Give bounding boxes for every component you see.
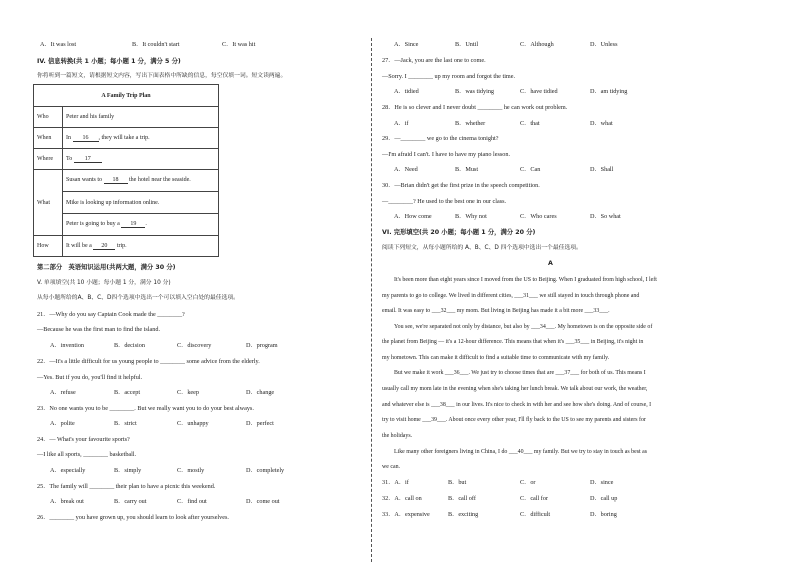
part-2-title: 第二部分 英语知识运用(共两大题，满分 30 分) — [37, 264, 176, 271]
q24-option-b[interactable]: B．simply — [114, 467, 142, 474]
passage-line-2: my parents to go to college. We lived in different cities, ___31___ we still stayed in touch through phone and — [382, 293, 640, 299]
q29-option-b[interactable]: B．Must — [455, 166, 479, 173]
q28-option-c[interactable]: C．that — [520, 120, 540, 127]
q25-stem: 25．The family will ________ their plan to have a picnic this weekend. — [37, 483, 216, 490]
q33-option-b[interactable]: B．exciting — [448, 511, 479, 518]
q31-option-d[interactable]: D．since — [590, 479, 614, 486]
row-what-2: Mike is looking up information online. — [63, 192, 219, 214]
q25-option-b[interactable]: B．carry out — [114, 498, 147, 505]
row-who-label: Who — [34, 107, 63, 128]
row-what-3 — [63, 214, 219, 236]
q27-option-b[interactable]: B．was tidying — [455, 88, 495, 95]
q26-stem: 26．________ you have grown up, you should learn to look after yourselves. — [37, 514, 229, 521]
q27-stem: 27．—Jack, you are the last one to come. — [382, 57, 486, 64]
passage-label: A — [548, 260, 553, 267]
passage-line-8: usually call my mom late in the evening when she's taking her lunch break. We talk about our work, the weather, — [382, 386, 648, 392]
q24-stem: 24．— What's your favourite sports? — [37, 436, 130, 443]
row-who-value: Peter and his family — [63, 107, 219, 128]
what3-suffix: . — [145, 221, 147, 227]
blank-17[interactable]: 17 — [74, 156, 102, 163]
q30-option-d[interactable]: D．So what — [590, 213, 621, 220]
q28-option-d[interactable]: D．what — [590, 120, 613, 127]
blank-20[interactable]: 20 — [93, 243, 115, 250]
q26-option-b[interactable]: B．Until — [455, 41, 479, 48]
q22-response: —Yes. But if you do, you'll find it helpful. — [37, 374, 143, 381]
section-6-instructions: 阅读下列短文，从每小题所给的 A、B、C、D 四个选项中选出一个最佳选项。 — [382, 245, 582, 251]
passage-line-13: we can. — [382, 464, 400, 470]
q32-option-b[interactable]: B．call off — [448, 495, 476, 502]
blank-19[interactable]: 19 — [121, 221, 145, 228]
q21-option-a[interactable]: A．invention — [50, 342, 85, 349]
q25-option-a[interactable]: A．break out — [50, 498, 84, 505]
row-when-label: When — [34, 128, 63, 149]
how-suffix: trip. — [116, 242, 127, 249]
passage-line-3: email. It was easy to ___32___ my mom. But living in Beijing has made it a bit more ___33___. — [382, 308, 610, 314]
q21-response: —Because he was the first man to find the island. — [37, 326, 161, 333]
passage-line-12: Like many other foreigners living in China, I do ___40___ my family. But we try to stay in touch as best as — [394, 449, 648, 455]
q32-option-d[interactable]: D．call up — [590, 495, 618, 502]
passage-line-7: But we make it work ___36___. We just try to choose times that are ___37___ for both of us. This means I — [394, 370, 646, 376]
q23-option-d[interactable]: D．perfect — [246, 420, 274, 427]
q23-stem: 23．No one wants you to be ________. But we really want you to do your best always. — [37, 405, 254, 412]
passage-line-11: the holidays. — [382, 433, 413, 439]
q22-option-c[interactable]: C．keep — [177, 389, 199, 396]
q21-option-d[interactable]: D．program — [246, 342, 278, 349]
how-prefix: It will be a — [66, 242, 92, 249]
q20-option-a: A．It was lost — [40, 41, 77, 48]
q29-option-c[interactable]: C．Can — [520, 166, 541, 173]
what1-suffix: the hotel near the seaside. — [129, 177, 191, 183]
q26-option-a[interactable]: A．Since — [394, 41, 419, 48]
q21-option-b[interactable]: B．decision — [114, 342, 145, 349]
passage-line-1: It's been more than eight years since I moved from the US to Beijing. When I graduated from high school, I left — [394, 277, 657, 283]
column-divider — [371, 38, 372, 562]
q24-option-c[interactable]: C．mostly — [177, 467, 205, 474]
table-title: A Family Trip Plan — [34, 85, 219, 107]
q28-option-a[interactable]: A．if — [394, 120, 409, 127]
row-what-label: What — [34, 170, 63, 236]
q31-option-a[interactable]: 31．A．if — [382, 479, 409, 486]
q26-option-d[interactable]: D．Unless — [590, 41, 618, 48]
q20-option-b: B．It couldn't start — [132, 41, 180, 48]
q27-option-d[interactable]: D．am tidying — [590, 88, 628, 95]
q32-option-c[interactable]: C．call for — [520, 495, 549, 502]
q31-option-b[interactable]: B．but — [448, 479, 467, 486]
passage-line-5: the planet from Beijing — it's a 12-hour difference. This means that when it's ___35___ in Beijing, it's night in — [382, 339, 644, 345]
passage-line-4: You see, we're separated not only by distance, but also by ___34___. My hometown is on the opposite side of — [394, 324, 653, 330]
q20-option-c: C．It was hit — [222, 41, 256, 48]
q24-option-d[interactable]: D．completely — [246, 467, 285, 474]
passage-line-6: my hometown. This can make it difficult to find a suitable time to communicate with my family. — [382, 355, 610, 361]
q33-option-d[interactable]: D．boring — [590, 511, 617, 518]
row-how-value — [63, 236, 219, 257]
q23-option-b[interactable]: B．strict — [114, 420, 137, 427]
section-4-title: IV. 信息转换(共 1 小题；每小题 1 分，满分 5 分) — [37, 58, 181, 65]
q24-response: —I like all sports, ________ basketball. — [37, 451, 137, 458]
q23-option-a[interactable]: A．polite — [50, 420, 75, 427]
what1-prefix: Susan wants to — [66, 177, 102, 183]
q28-option-b[interactable]: B．whether — [455, 120, 486, 127]
q23-option-c[interactable]: C．unhappy — [177, 420, 209, 427]
q30-option-c[interactable]: C．Who cares — [520, 213, 557, 220]
row-when-value — [63, 128, 219, 149]
when-prefix: In — [66, 134, 71, 141]
q27-option-c[interactable]: C．have tidied — [520, 88, 558, 95]
q25-option-d[interactable]: D．come out — [246, 498, 280, 505]
q24-option-a[interactable]: A．especially — [50, 467, 86, 474]
where-prefix: To — [66, 155, 73, 162]
q22-option-d[interactable]: D．change — [246, 389, 275, 396]
what3-prefix: Peter is going to buy a — [66, 221, 120, 227]
when-suffix: , they will take a trip. — [98, 134, 150, 141]
section-5-title: V. 单项填空(共 10 小题；每小题 1 分，满分 10 分) — [37, 280, 171, 286]
q22-stem: 22．—It's a little difficult for us young people to ________ some advice from the elderly. — [37, 358, 260, 365]
q33-option-c[interactable]: C．difficult — [520, 511, 551, 518]
section-6-title: VI. 完形填空(共 20 小题；每小题 1 分，满分 20 分) — [382, 229, 536, 236]
q33-option-a[interactable]: 33．A．expensive — [382, 511, 430, 518]
q29-option-a[interactable]: A．Need — [394, 166, 418, 173]
row-where-value — [63, 149, 219, 170]
blank-18[interactable]: 18 — [104, 177, 128, 184]
q26-option-c[interactable]: C．Although — [520, 41, 554, 48]
q29-stem: 29．—________ we go to the cinema tonight? — [382, 135, 499, 142]
q28-stem: 28．He is so clever and I never doubt ________ he can work out problem. — [382, 104, 568, 111]
q31-option-c[interactable]: C．or — [520, 479, 536, 486]
passage-line-9: and whatever else is ___38___ in our lives. It's nice to check in with her and see how she's doing. And of course, I — [382, 402, 652, 408]
row-what-1 — [63, 170, 219, 192]
q22-option-b[interactable]: B．accept — [114, 389, 141, 396]
q25-option-c[interactable]: C．find out — [177, 498, 207, 505]
q21-option-c[interactable]: C．discovery — [177, 342, 212, 349]
q29-response: —I'm afraid I can't. I have to have my piano lesson. — [382, 151, 511, 158]
q30-option-a[interactable]: A．How come — [394, 213, 432, 220]
section-5-instructions: 从每小题所给的A、B、C、D四个选项中选出一个可以填入空白处的最佳选项。 — [37, 295, 239, 301]
trip-plan-table — [33, 84, 219, 257]
q30-stem: 30．—Brian didn't get the first prize in the speech competition. — [382, 182, 540, 189]
q27-response: —Sorry. I ________ up my room and forgot the time. — [382, 73, 516, 80]
q21-stem: 21．—Why do you say Captain Cook made the ________? — [37, 311, 185, 318]
q32-option-a[interactable]: 32．A．call on — [382, 495, 422, 502]
blank-16[interactable]: 16 — [73, 135, 99, 142]
row-how-label: How — [34, 236, 63, 257]
q30-option-b[interactable]: B．Why not — [455, 213, 487, 220]
section-4-instructions: 你将听到一篇短文，请根据短文内容，写出下面表格中所缺的信息，每空仅填一词。短文读两遍。 — [37, 73, 287, 79]
q22-option-a[interactable]: A．refuse — [50, 389, 76, 396]
passage-line-10: try to visit home ___39___. About once every other year, I'll fly back to the US to see my parents and sisters for — [382, 417, 646, 423]
q29-option-d[interactable]: D．Shall — [590, 166, 614, 173]
q30-response: —________? He used to the best one in our class. — [382, 198, 507, 205]
row-where-label: Where — [34, 149, 63, 170]
q27-option-a[interactable]: A．tidied — [394, 88, 419, 95]
